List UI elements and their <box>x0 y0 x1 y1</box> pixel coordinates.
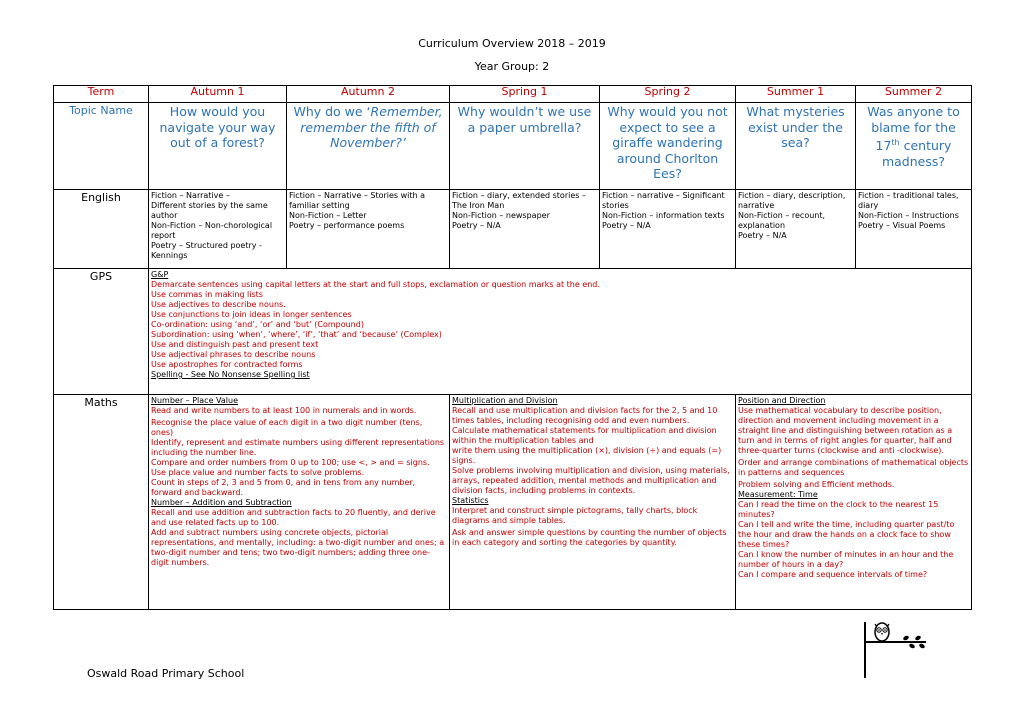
english-line: Non-Fiction – Non-chorological report <box>151 221 273 240</box>
gps-heading: G&P <box>151 270 169 279</box>
maths-line: Ask and answer simple questions by counting the number of objects in each category and sorting the categories by quantity. <box>452 528 727 547</box>
english-spring-2 <box>600 190 736 269</box>
term-summer-1: Summer 1 <box>736 86 856 103</box>
maths-line: Recall and use multiplication and division facts for the 2, 5 and 10 times tables, including recognising odd and even numbers. <box>452 406 718 425</box>
maths-line: Recall and use addition and subtraction facts to 20 fluently, and derive and use related facts up to 100. <box>151 508 436 527</box>
school-name: Oswald Road Primary School <box>87 667 245 680</box>
english-label: English <box>54 190 149 269</box>
english-line: Different stories by the same author <box>151 201 268 220</box>
english-summer-1 <box>736 190 856 269</box>
english-line: Fiction – Narrative – Stories with a familiar setting <box>289 191 426 210</box>
maths-line: Compare and order numbers from 0 up to 100; use <, > and = signs. <box>151 458 430 467</box>
maths-heading: Multiplication and Division <box>452 396 558 405</box>
maths-heading: Position and Direction <box>738 396 826 405</box>
term-label: Term <box>54 86 149 103</box>
english-autumn-2 <box>287 190 450 269</box>
topic-summer-2 <box>856 103 972 190</box>
topic-summer-2-a: Was anyone to blame for the 17 <box>867 104 960 154</box>
english-line: Poetry – performance poems <box>289 221 405 230</box>
maths-line: Identify, represent and estimate numbers using different representations including the number line. <box>151 438 445 457</box>
gps-line: Subordination: using ‘when’, ‘where’, ‘if’, ‘that’ and ‘because’ (Complex) <box>151 330 442 339</box>
owl-on-branch-icon <box>860 620 930 680</box>
gps-content <box>149 269 972 395</box>
english-line: Poetry – Visual Poems <box>858 221 946 230</box>
curriculum-table <box>53 85 972 610</box>
gps-line: Use adjectival phrases to describe nouns <box>151 350 316 359</box>
english-line: Fiction – Narrative – <box>151 191 230 200</box>
english-autumn-1 <box>149 190 287 269</box>
english-line: Non-Fiction – newspaper <box>452 211 550 220</box>
gps-line: Use commas in making lists <box>151 290 263 299</box>
maths-line: Calculate mathematical statements for multiplication and division within the multiplication tables and <box>452 426 717 445</box>
english-line: Poetry – Structured poetry - Kennings <box>151 241 262 260</box>
topic-row <box>54 103 972 190</box>
gps-line: Use conjunctions to join ideas in longer sentences <box>151 310 352 319</box>
english-line: Fiction – narrative – Significant stories <box>602 191 725 210</box>
term-spring-1: Spring 1 <box>450 86 600 103</box>
english-spring-1 <box>450 190 600 269</box>
term-autumn-2: Autumn 2 <box>287 86 450 103</box>
english-line: Fiction – traditional tales, diary <box>858 191 959 210</box>
english-summer-2 <box>856 190 972 269</box>
english-row <box>54 190 972 269</box>
gps-label: GPS <box>54 269 149 395</box>
maths-line: Order and arrange combinations of mathematical objects in patterns and sequences <box>738 458 969 477</box>
maths-number <box>149 395 450 610</box>
topic-spring-2: Why would you not expect to see a giraffe wandering around Chorlton Ees? <box>600 103 736 190</box>
topic-label: Topic Name <box>54 103 149 190</box>
maths-label: Maths <box>54 395 149 610</box>
maths-heading: Statistics <box>452 496 489 505</box>
maths-row <box>54 395 972 610</box>
gps-line: Use apostrophes for contracted forms <box>151 360 303 369</box>
english-line: Poetry – N/A <box>602 221 651 230</box>
topic-autumn-1: How would you navigate your way out of a forest? <box>149 103 287 190</box>
maths-line: Read and write numbers to at least 100 in numerals and in words. <box>151 406 417 415</box>
maths-line: Use place value and number facts to solve problems. <box>151 468 365 477</box>
maths-line: Solve problems involving multiplication and division, using materials, arrays, repeated addition, mental methods and multiplication and division facts, including problems in contexts. <box>452 466 730 495</box>
topic-autumn-2-italic: Remember, remember the fifth of November?’ <box>300 104 443 150</box>
english-line: Non-Fiction – Letter <box>289 211 367 220</box>
english-line: Poetry – N/A <box>738 231 787 240</box>
term-summer-2: Summer 2 <box>856 86 972 103</box>
maths-heading: Number – Addition and Subtraction <box>151 498 292 507</box>
topic-autumn-2 <box>287 103 450 190</box>
maths-heading: Measurement: Time <box>738 490 818 499</box>
spelling-note: Spelling - See No Nonsense Spelling list <box>151 370 310 379</box>
term-spring-2: Spring 2 <box>600 86 736 103</box>
maths-position <box>736 395 972 610</box>
gps-line: Co-ordination: using ‘and’, ‘or’ and ‘but’ (Compound) <box>151 320 364 329</box>
gps-line: Use and distinguish past and present text <box>151 340 319 349</box>
term-row <box>54 86 972 103</box>
year-group: Year Group: 2 <box>474 60 550 73</box>
english-line: Non-Fiction – Instructions <box>858 211 959 220</box>
maths-line: Can I compare and sequence intervals of time? <box>738 570 928 579</box>
maths-heading: Number – Place Value <box>151 396 239 405</box>
maths-line: Can I read the time on the clock to the nearest 15 minutes? <box>738 500 939 519</box>
term-autumn-1: Autumn 1 <box>149 86 287 103</box>
maths-line: Add and subtract numbers using concrete objects, pictorial representations, and mentally, including: a two-digit number and ones; a two-digit number and tens; two two-digit numbers; adding three one-digit numbers. <box>151 528 445 567</box>
english-line: Non-Fiction – recount, explanation <box>738 211 826 230</box>
english-line: Fiction – diary, description, narrative <box>738 191 846 210</box>
english-line: Poetry – N/A <box>452 221 501 230</box>
maths-line: Can I know the number of minutes in an hour and the number of hours in a day? <box>738 550 954 569</box>
maths-line: Use mathematical vocabulary to describe position, direction and movement including movement in a straight line and distinguishing between rotation as a turn and in terms of right angles for quarter, half and three-quarter turns (clockwise and anti -clockwise). <box>738 406 953 455</box>
topic-spring-1: Why wouldn’t we use a paper umbrella? <box>450 103 600 190</box>
maths-line: Count in steps of 2, 3 and 5 from 0, and in tens from any number, forward and backward. <box>151 478 416 497</box>
document-title: Curriculum Overview 2018 – 2019 <box>418 37 606 50</box>
maths-line: write them using the multiplication (×), division (÷) and equals (=) signs. <box>452 446 722 465</box>
english-line: Fiction – diary, extended stories – The Iron Man <box>452 191 586 210</box>
maths-multiplication <box>450 395 736 610</box>
topic-summer-2-sup: th <box>891 138 900 147</box>
topic-summer-2-b: century madness? <box>881 138 952 169</box>
english-line: Non-Fiction – information texts <box>602 211 725 220</box>
maths-line: Can I tell and write the time, including quarter past/to the hour and draw the hands on a clock face to show these times? <box>738 520 955 549</box>
maths-line: Recognise the place value of each digit in a two digit number (tens, ones) <box>151 418 423 437</box>
gps-row <box>54 269 972 395</box>
maths-line: Interpret and construct simple pictograms, tally charts, block diagrams and simple tables. <box>452 506 698 525</box>
topic-autumn-2-start: Why do we ‘ <box>293 104 371 119</box>
maths-line: Problem solving and Efficient methods. <box>738 480 895 489</box>
gps-line: Demarcate sentences using capital letters at the start and full stops, exclamation or question marks at the end. <box>151 280 600 289</box>
topic-summer-1: What mysteries exist under the sea? <box>736 103 856 190</box>
gps-line: Use adjectives to describe nouns. <box>151 300 286 309</box>
